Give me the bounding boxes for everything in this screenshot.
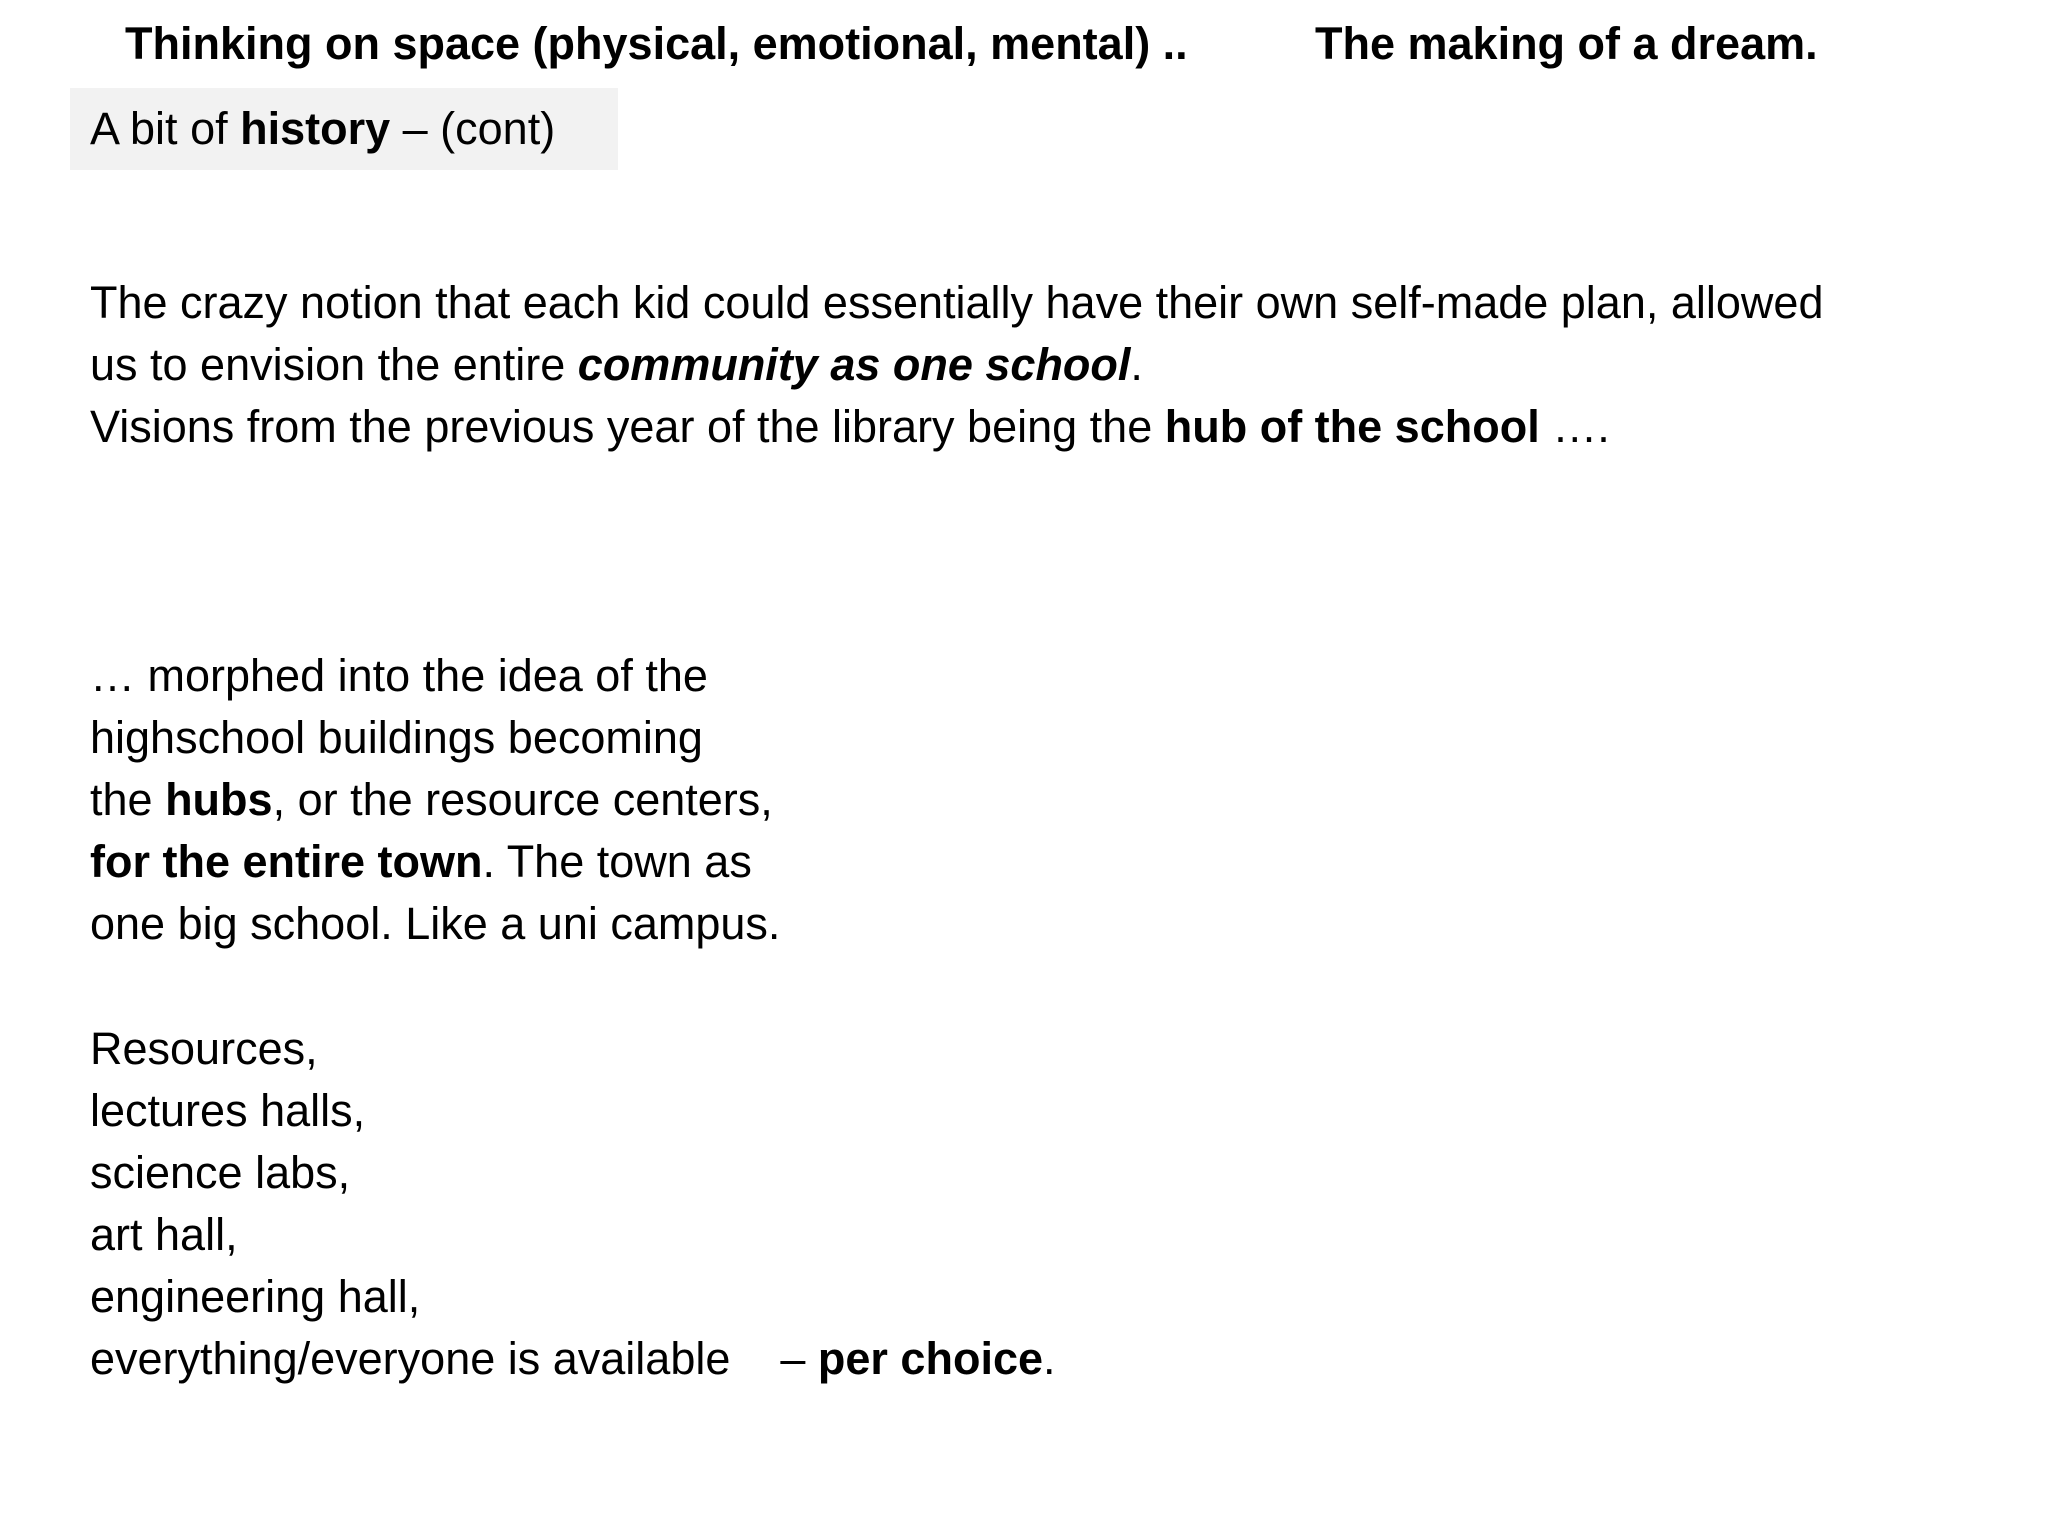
text-run: . <box>1043 1333 1056 1384</box>
header-left-title: Thinking on space (physical, emotional, mental) .. <box>125 18 1188 69</box>
text-run: – <box>780 1333 818 1384</box>
list-item: art hall, <box>90 1209 238 1260</box>
text-run: us to envision the entire <box>90 339 578 390</box>
paragraph-town-hubs <box>90 645 780 955</box>
paragraph-line: one big school. Like a uni campus. <box>90 898 781 949</box>
paragraph-line: The crazy notion that each kid could essentially have their own self-made plan, allowed <box>90 277 1824 328</box>
paragraph-community-vision <box>90 272 1823 458</box>
paragraph-line <box>90 831 780 893</box>
emphasis-for-the-entire-town: for the entire town <box>90 836 483 887</box>
header-right-title: The making of a dream. <box>1315 18 1818 69</box>
list-item: science labs, <box>90 1147 351 1198</box>
text-run: . <box>1130 339 1143 390</box>
text-run: . The town as <box>482 836 752 887</box>
list-item: lectures halls, <box>90 1085 366 1136</box>
text-run: the <box>90 774 166 825</box>
text-run: everything/everyone is available <box>90 1333 731 1384</box>
paragraph-line: highschool buildings becoming <box>90 712 703 763</box>
emphasis-per-choice: per choice <box>817 1333 1043 1384</box>
text-run: …. <box>1539 401 1610 452</box>
text-run: , or the resource centers, <box>272 774 773 825</box>
section-title-box <box>70 88 618 170</box>
section-title-prefix: A bit of <box>90 103 241 154</box>
list-item: engineering hall, <box>90 1271 421 1322</box>
resources-list <box>90 1018 1056 1390</box>
text-run: Visions from the previous year of the library being the <box>90 401 1165 452</box>
section-title-bold: history <box>240 103 391 154</box>
paragraph-line <box>90 396 1823 458</box>
paragraph-line <box>90 334 1823 396</box>
emphasis-community-as-one-school: community as one school <box>577 339 1131 390</box>
list-item: Resources, <box>90 1023 318 1074</box>
emphasis-hubs: hubs <box>165 774 273 825</box>
paragraph-line: … morphed into the idea of the <box>90 650 708 701</box>
emphasis-hub-of-the-school: hub of the school <box>1164 401 1540 452</box>
list-item-last <box>90 1328 1056 1390</box>
section-title-suffix: – (cont) <box>390 103 556 154</box>
paragraph-line <box>90 769 780 831</box>
